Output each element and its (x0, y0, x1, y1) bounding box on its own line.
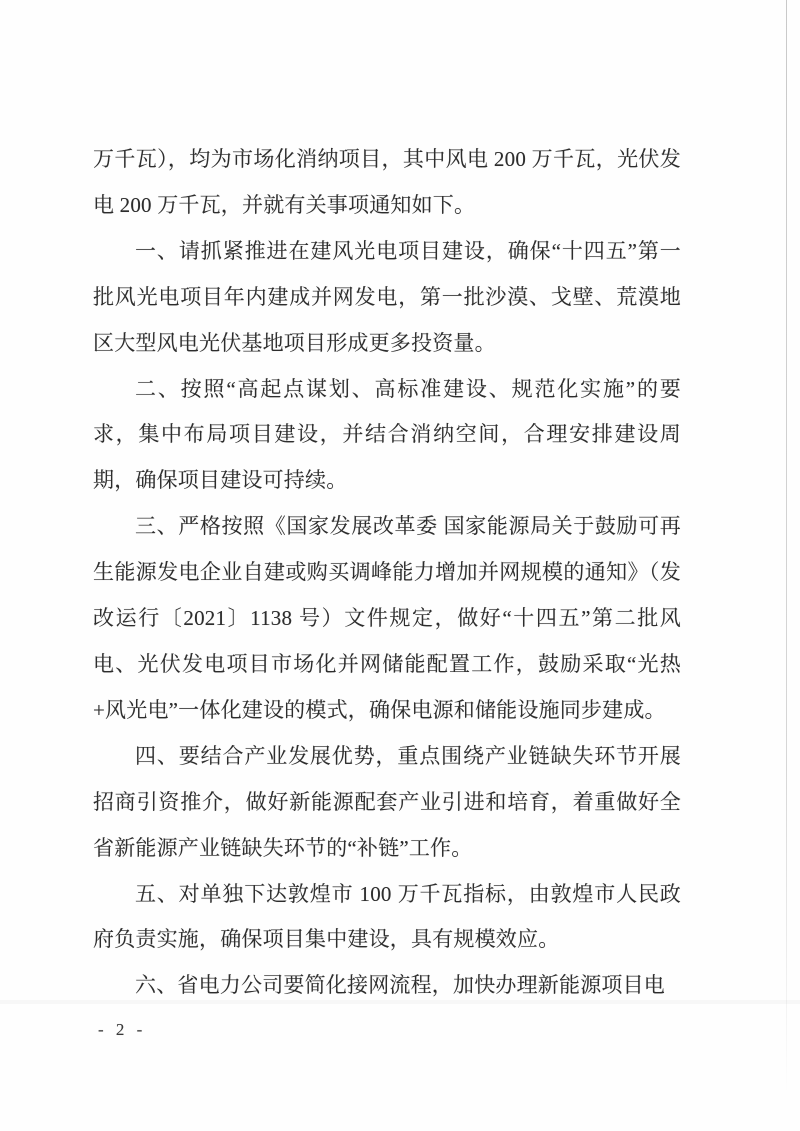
document-body-text (93, 137, 681, 1009)
scan-noise-band (0, 1000, 800, 1004)
paragraph-item-1: 一、请抓紧推进在建风光电项目建设，确保“十四五”第一批风光电项目年内建成并网发电，第一批沙漠、戈壁、荒漠地区大型风电光伏基地项目形成更多投资量。 (93, 238, 681, 355)
scan-edge-line (786, 0, 787, 1095)
page-number: - 2 - (98, 1020, 147, 1039)
paragraph-item-4: 四、要结合产业发展优势，重点围绕产业链缺失环节开展招商引资推介，做好新能源配套产业引进和培育，着重做好全省新能源产业链缺失环节的“补链”工作。 (93, 743, 681, 860)
paragraph-continuation: 万千瓦），均为市场化消纳项目，其中风电 200 万千瓦，光伏发电 200 万千瓦，并就有关事项通知如下。 (93, 147, 681, 217)
paragraph-item-3: 三、严格按照《国家发展改革委 国家能源局关于鼓励可再生能源发电企业自建或购买调峰能力增加并网规模的通知》（发改运行〔2021〕1138 号）文件规定，做好“十四五”第二批风电、光伏发电项目市场化并网储能配置工作，鼓励采取“光热+风光电”一体化建设的模式，确保电源和储能设施同步建成。 (93, 514, 681, 722)
paragraph-item-6: 六、省电力公司要简化接网流程，加快办理新能源项目电 (135, 973, 665, 998)
paragraph-item-5: 五、对单独下达敦煌市 100 万千瓦指标，由敦煌市人民政府负责实施，确保项目集中建设，具有规模效应。 (93, 881, 681, 952)
paragraph-item-2: 二、按照“高起点谋划、高标准建设、规范化实施”的要求，集中布局项目建设，并结合消纳空间，合理安排建设周期，确保项目建设可持续。 (93, 376, 681, 493)
